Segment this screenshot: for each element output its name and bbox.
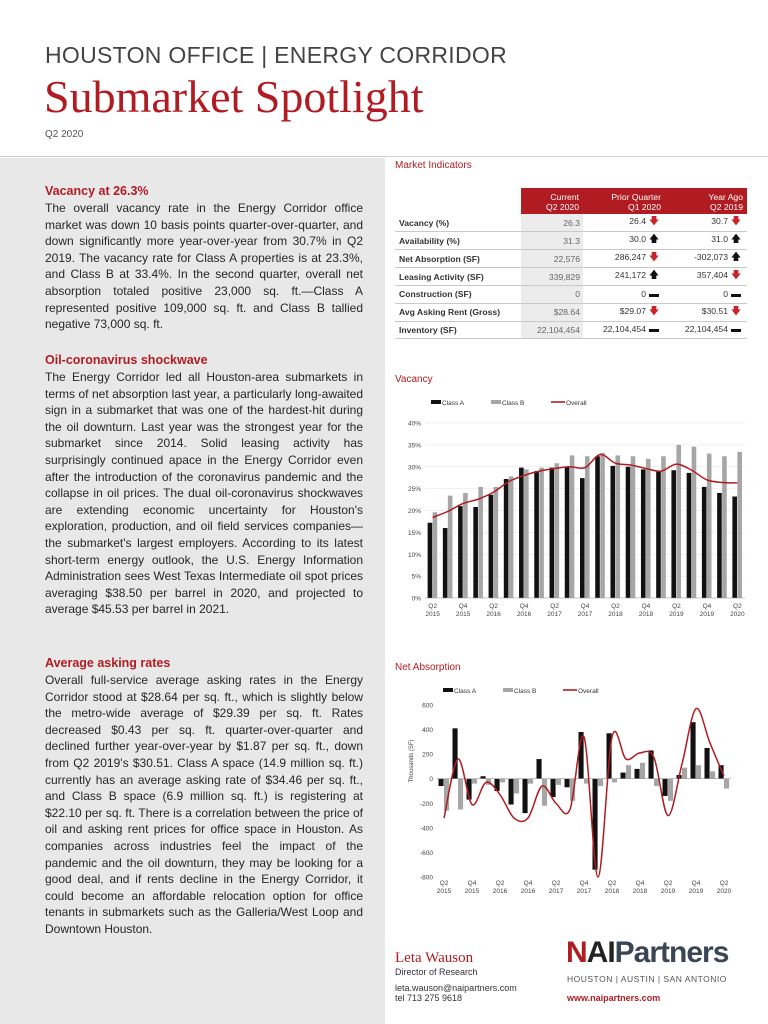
bar-class-a — [565, 467, 570, 598]
bar-class-b — [528, 779, 533, 784]
flat-trend-icon: ▬ — [731, 288, 741, 300]
cell-current-value: 31.3 — [563, 235, 580, 246]
cell-current — [521, 214, 583, 232]
report-kicker: HOUSTON OFFICE | ENERGY CORRIDOR — [45, 42, 507, 68]
y-tick-label: 0 — [429, 776, 433, 784]
table-row — [395, 250, 747, 268]
x-tick-year: 2016 — [492, 888, 508, 895]
bar-class-b — [724, 779, 729, 789]
x-tick-quarter: Q2 — [551, 880, 561, 887]
bar-class-b — [472, 779, 477, 784]
bar-class-a — [481, 776, 486, 778]
x-tick-year: 2019 — [669, 611, 684, 618]
bar-class-b — [696, 765, 701, 779]
x-tick-quarter: Q2 — [611, 603, 620, 610]
col-year-ago — [665, 188, 747, 214]
legend-label: Class B — [502, 400, 525, 407]
cell-current-value: 22,576 — [553, 253, 580, 264]
bar-class-b — [631, 456, 636, 598]
bar-class-b — [555, 463, 560, 598]
bar-class-b — [682, 768, 687, 779]
cell-prior-value: 286,247 — [614, 252, 646, 262]
bar-class-b — [478, 487, 483, 598]
author-role: Director of Research — [395, 967, 478, 977]
table-body — [395, 214, 747, 339]
cell-current-value: 26.3 — [563, 217, 580, 228]
cell-year-ago — [665, 286, 747, 304]
bar-class-b — [458, 779, 463, 810]
y-axis-title: Thousands (SF) — [409, 739, 415, 783]
cell-year-ago — [665, 214, 747, 232]
x-tick-year: 2017 — [577, 611, 593, 618]
market-indicators-table — [395, 188, 747, 339]
bar-class-a — [509, 779, 514, 805]
bar-class-a — [523, 779, 528, 813]
cell-year-ago-value: $30.51 — [701, 305, 728, 316]
brand-logo — [566, 936, 728, 970]
row-label — [395, 303, 521, 321]
bar-class-b — [600, 453, 605, 598]
y-tick-label: 5% — [411, 573, 421, 581]
bar-class-b — [654, 779, 659, 786]
bar-class-a — [702, 487, 707, 598]
vacancy-chart-title: Vacancy — [395, 374, 433, 385]
bar-class-a — [550, 468, 555, 598]
logo-partners: Partners — [614, 936, 729, 969]
table-row — [395, 321, 747, 339]
cell-year-ago-value: 30.7 — [711, 216, 728, 226]
bar-class-a — [717, 493, 722, 598]
cell-prior — [583, 268, 665, 286]
cell-year-ago-value: -302,073 — [694, 252, 728, 262]
cell-current — [521, 286, 583, 304]
cell-prior-value: 22,104,454 — [602, 324, 646, 335]
row-label-value: Leasing Activity (SF) — [399, 271, 484, 282]
bar-class-a — [458, 506, 463, 598]
cell-current — [521, 268, 583, 286]
article-heading: Vacancy at 26.3% — [45, 184, 149, 198]
bar-class-b — [500, 779, 505, 783]
flat-trend-icon: ▬ — [649, 324, 659, 336]
legend-label: Overall — [578, 688, 599, 695]
cell-current-value: $28.64 — [553, 307, 580, 317]
bar-class-a — [635, 769, 640, 779]
x-tick-year: 2019 — [699, 611, 715, 618]
bar-class-a — [428, 523, 433, 598]
row-label — [395, 268, 521, 286]
table-header-row — [395, 188, 747, 214]
author-name: Leta Wauson — [395, 950, 474, 966]
bar-class-b — [615, 455, 620, 598]
arrow-down-icon: 🡇 — [648, 216, 660, 227]
cell-prior — [583, 286, 665, 304]
bar-class-a — [537, 759, 542, 779]
y-tick-label: 400 — [422, 727, 433, 735]
table-corner — [395, 188, 521, 214]
y-tick-label: 0% — [411, 595, 421, 603]
y-tick-label: 10% — [407, 551, 421, 559]
bar-class-b — [509, 476, 514, 598]
y-tick-label: 600 — [422, 702, 433, 710]
legend-swatch — [443, 688, 453, 692]
x-tick-year: 2016 — [486, 611, 501, 618]
article-vacancy — [45, 183, 363, 333]
table-row — [395, 214, 747, 232]
bar-class-b — [710, 771, 715, 778]
arrow-down-icon: 🡇 — [730, 305, 742, 317]
arrow-down-icon: 🡇 — [730, 270, 742, 281]
table-row — [395, 268, 747, 286]
net-absorption-chart — [395, 680, 755, 902]
bar-class-a — [534, 471, 539, 598]
author-email[interactable]: leta.wauson@naipartners.com — [395, 983, 517, 993]
article-body: The overall vacancy rate in the Energy Corridor office market was down 10 basis points quarter-over-quarter, and down significantly more year-over-year from 30.7% in Q2 2019. The vacancy rate for Class A properties is at 23.3%, and Class B at 33.4%. In the second quarter, overall net absorption totaled positive 23,000 sq. ft.—Class A represented positive 109,000 sq. ft. and Class B tallied negative 73,000 sq. ft. — [45, 201, 363, 332]
x-tick-quarter: Q4 — [519, 603, 529, 610]
legend-swatch — [491, 400, 501, 404]
x-tick-quarter: Q2 — [719, 880, 729, 887]
cell-prior — [583, 214, 665, 232]
vacancy-chart — [395, 392, 755, 624]
y-tick-label: 20% — [407, 508, 421, 515]
net-absorption-chart-title: Net Absorption — [395, 662, 461, 673]
x-tick-quarter: Q4 — [641, 603, 651, 610]
bar-class-a — [671, 470, 676, 598]
bar-class-a — [443, 528, 448, 598]
cell-year-ago-value: 357,404 — [696, 270, 728, 280]
bar-class-a — [691, 722, 696, 779]
bar-class-b — [722, 456, 727, 598]
report-date: Q2 2020 — [45, 129, 84, 140]
legend-label: Overall — [566, 400, 587, 407]
bar-class-a — [473, 507, 478, 598]
bar-class-b — [676, 445, 681, 598]
x-tick-year: 2018 — [608, 611, 623, 618]
cell-current — [521, 250, 583, 268]
cell-prior — [583, 321, 665, 339]
cell-prior — [583, 250, 665, 268]
legend-swatch — [503, 688, 513, 692]
cell-prior-value: 241,172 — [614, 270, 646, 280]
col-line2: Q2 2020 — [546, 202, 579, 212]
cell-year-ago — [665, 321, 747, 339]
arrow-up-icon: 🡅 — [648, 270, 660, 281]
bar-class-b — [539, 468, 544, 598]
x-tick-quarter: Q2 — [489, 603, 498, 610]
table-row — [395, 232, 747, 250]
x-tick-quarter: Q2 — [663, 880, 673, 887]
article-shockwave — [45, 352, 363, 618]
arrow-up-icon: 🡅 — [730, 252, 742, 263]
cell-prior-value: 26.4 — [629, 216, 646, 226]
flat-trend-icon: ▬ — [731, 324, 741, 336]
bar-class-a — [580, 478, 585, 598]
table-row — [395, 303, 747, 321]
x-tick-year: 2017 — [547, 611, 562, 618]
cell-current — [521, 232, 583, 250]
row-label — [395, 321, 521, 339]
bar-class-b — [661, 456, 666, 598]
bar-class-b — [570, 455, 575, 598]
article-heading: Oil-coronavirus shockwave — [45, 353, 208, 367]
cell-current — [521, 321, 583, 339]
x-tick-year: 2015 — [464, 888, 480, 895]
row-label-value: Construction (SF) — [399, 289, 472, 300]
legend-label: Class A — [454, 688, 477, 695]
x-tick-year: 2019 — [660, 888, 676, 895]
cell-year-ago — [665, 232, 747, 250]
bar-class-a — [519, 468, 524, 598]
y-tick-label: -600 — [419, 849, 433, 857]
bar-class-b — [707, 454, 712, 598]
y-tick-label: -800 — [419, 874, 433, 882]
brand-cities: HOUSTON | AUSTIN | SAN ANTONIO — [567, 974, 727, 984]
logo-n: N — [566, 936, 587, 969]
bar-class-a — [595, 456, 600, 598]
cell-year-ago — [665, 303, 747, 321]
col-current — [521, 188, 583, 214]
article-body: Overall full-service average asking rates in the Energy Corridor stood at $28.64 per sq. ft., which is slightly below the metro-wide average of $29.39 per sq. ft. Rates decreased $0.43 per sq. ft. quarter-over-quarter and declined further year-over-year by $1.87 per sq. ft., down from Q2 2019's $30.51. Class A space (14.9 million sq. ft.) currently has an average asking rate of $34.46 per sq. ft., and Class B space (6.9 million sq. ft.) is registering at $22.10 per sq. ft. There is a correlation between the price of oil and asking rent prices for office space in Houston. As companies across industries feel the impact of the pandemic and the oil downturn, they may be looking for a good deal, and if rents decline in the Energy Corridor, it could become an affordable relocation option for office tenants in submarkets such as the Galleria/West Loop and Downtown Houston. — [45, 673, 363, 936]
y-tick-label: 40% — [407, 420, 421, 428]
cell-prior-value: 30.0 — [629, 234, 646, 244]
cell-year-ago — [665, 268, 747, 286]
x-tick-year: 2020 — [730, 611, 745, 618]
row-label-value: Avg Asking Rent (Gross) — [399, 307, 501, 317]
x-tick-quarter: Q2 — [550, 603, 559, 610]
col-line2: Q2 2019 — [710, 202, 743, 212]
bar-class-b — [556, 779, 561, 785]
flat-trend-icon: ▬ — [649, 288, 659, 300]
x-tick-year: 2020 — [716, 888, 732, 895]
bar-class-a — [663, 779, 668, 796]
x-tick-quarter: Q2 — [607, 880, 617, 887]
y-tick-label: -400 — [419, 825, 433, 833]
bar-class-b — [433, 512, 438, 598]
cell-year-ago — [665, 250, 747, 268]
bar-class-a — [439, 779, 444, 786]
article-heading: Average asking rates — [45, 656, 171, 670]
x-tick-quarter: Q2 — [439, 880, 449, 887]
x-tick-year: 2017 — [548, 888, 564, 895]
bar-class-a — [641, 469, 646, 598]
cell-current — [521, 303, 583, 321]
x-tick-year: 2019 — [688, 888, 704, 895]
y-tick-label: 200 — [422, 751, 433, 759]
overall-line — [444, 708, 724, 877]
y-tick-label: -200 — [419, 800, 433, 808]
x-tick-quarter: Q2 — [733, 603, 742, 610]
cell-prior-value: $29.07 — [619, 305, 646, 316]
x-tick-year: 2018 — [632, 888, 648, 895]
x-tick-quarter: Q4 — [691, 880, 701, 887]
bar-class-a — [732, 497, 737, 599]
bar-class-b — [668, 779, 673, 801]
bar-class-a — [626, 467, 631, 598]
cell-current-value: 0 — [575, 289, 580, 300]
bar-class-b — [494, 487, 499, 598]
x-tick-quarter: Q4 — [702, 603, 712, 610]
bar-class-a — [705, 748, 710, 779]
x-tick-year: 2016 — [520, 888, 536, 895]
x-tick-year: 2018 — [604, 888, 620, 895]
bar-class-a — [551, 779, 556, 797]
arrow-down-icon: 🡇 — [730, 216, 742, 227]
x-tick-quarter: Q2 — [428, 603, 437, 610]
bar-class-b — [612, 779, 617, 783]
bar-class-a — [489, 495, 494, 598]
bar-class-b — [585, 456, 590, 598]
bar-class-b — [463, 493, 468, 598]
y-tick-label: 25% — [407, 486, 421, 494]
bar-class-a — [621, 773, 626, 779]
row-label-value: Vacancy (%) — [399, 217, 450, 228]
x-tick-year: 2017 — [576, 888, 592, 895]
cell-year-ago-value: 0 — [723, 288, 728, 299]
logo-ai: AI — [586, 936, 615, 969]
cell-prior-value: 0 — [641, 288, 646, 299]
legend-label: Class A — [442, 400, 465, 407]
market-indicators-title: Market Indicators — [395, 160, 472, 171]
row-label — [395, 286, 521, 304]
article-asking-rates — [45, 655, 363, 938]
x-tick-year: 2016 — [516, 611, 532, 618]
bar-class-b — [542, 779, 547, 806]
arrow-down-icon: 🡇 — [648, 252, 660, 263]
article-body: The Energy Corridor led all Houston-area submarkets in terms of net absorption last year, a particularly long-awaited sign in a submarket that was one of the hardest-hit during the oil downturn. Last year was the strongest year for the submarket since 2014. Solid leasing activity has surprisingly continued apace in the Energy Corridor even after the introduction of the coronavirus pandemic and the collapse in oil prices. The dual oil-coronavirus shockwaves are extending economic uncertainty for Houston's exploration, production, and oil field services companies—the submarket's largest employers. According to its latest short-term energy outlook, the U.S. Energy Information Administration sees West Texas Intermediate oil spot prices averaging $38.50 per barrel in 2020, and projected to average $45.53 per barrel in 2021. — [45, 370, 363, 617]
x-tick-quarter: Q4 — [635, 880, 645, 887]
x-tick-quarter: Q2 — [672, 603, 681, 610]
x-tick-quarter: Q4 — [467, 880, 477, 887]
row-label-value: Inventory (SF) — [399, 324, 457, 335]
x-tick-quarter: Q4 — [580, 603, 590, 610]
cell-prior — [583, 303, 665, 321]
x-tick-quarter: Q4 — [458, 603, 468, 610]
bar-class-b — [514, 779, 519, 794]
row-label — [395, 214, 521, 232]
cell-prior — [583, 232, 665, 250]
bar-class-b — [640, 763, 645, 779]
bar-class-a — [504, 479, 509, 598]
x-tick-quarter: Q2 — [495, 880, 505, 887]
bar-class-b — [598, 779, 603, 786]
report-title: Submarket Spotlight — [44, 71, 424, 122]
arrow-up-icon: 🡅 — [648, 234, 660, 245]
bar-class-a — [610, 466, 615, 598]
y-tick-label: 35% — [407, 442, 421, 450]
row-label — [395, 232, 521, 250]
y-tick-label: 15% — [407, 529, 421, 537]
x-tick-year: 2015 — [455, 611, 471, 618]
bar-class-b — [692, 447, 697, 598]
cell-year-ago-value: 22,104,454 — [684, 324, 728, 335]
author-phone: tel 713 275 9618 — [395, 993, 463, 1003]
bar-class-a — [687, 473, 692, 598]
table-row — [395, 286, 747, 304]
x-tick-quarter: Q4 — [579, 880, 589, 887]
x-tick-year: 2015 — [436, 888, 452, 895]
row-label — [395, 250, 521, 268]
col-line2: Q1 2020 — [628, 202, 661, 212]
y-tick-label: 30% — [407, 464, 421, 472]
col-prior-quarter — [583, 188, 665, 214]
bar-class-b — [737, 452, 742, 598]
brand-website[interactable]: www.naipartners.com — [567, 993, 661, 1003]
cell-current-value: 22,104,454 — [536, 324, 580, 335]
cell-current-value: 339,829 — [548, 271, 580, 282]
row-label-value: Net Absorption (SF) — [399, 253, 480, 264]
x-tick-year: 2018 — [638, 611, 654, 618]
bar-class-b — [524, 469, 529, 598]
col-line1: Year Ago — [708, 192, 743, 202]
legend-swatch — [431, 400, 441, 404]
row-label-value: Availability (%) — [399, 235, 460, 246]
x-tick-year: 2015 — [425, 611, 440, 618]
arrow-up-icon: 🡅 — [730, 234, 742, 245]
arrow-down-icon: 🡇 — [648, 305, 660, 317]
x-tick-quarter: Q4 — [523, 880, 533, 887]
bar-class-a — [565, 779, 570, 788]
legend-label: Class B — [514, 688, 537, 695]
col-line1: Current — [550, 192, 579, 202]
cell-year-ago-value: 31.0 — [711, 234, 728, 244]
bar-class-b — [646, 459, 651, 598]
bar-class-a — [656, 471, 661, 598]
col-line1: Prior Quarter — [611, 192, 661, 202]
bar-class-b — [626, 765, 631, 779]
header-divider — [0, 156, 768, 157]
